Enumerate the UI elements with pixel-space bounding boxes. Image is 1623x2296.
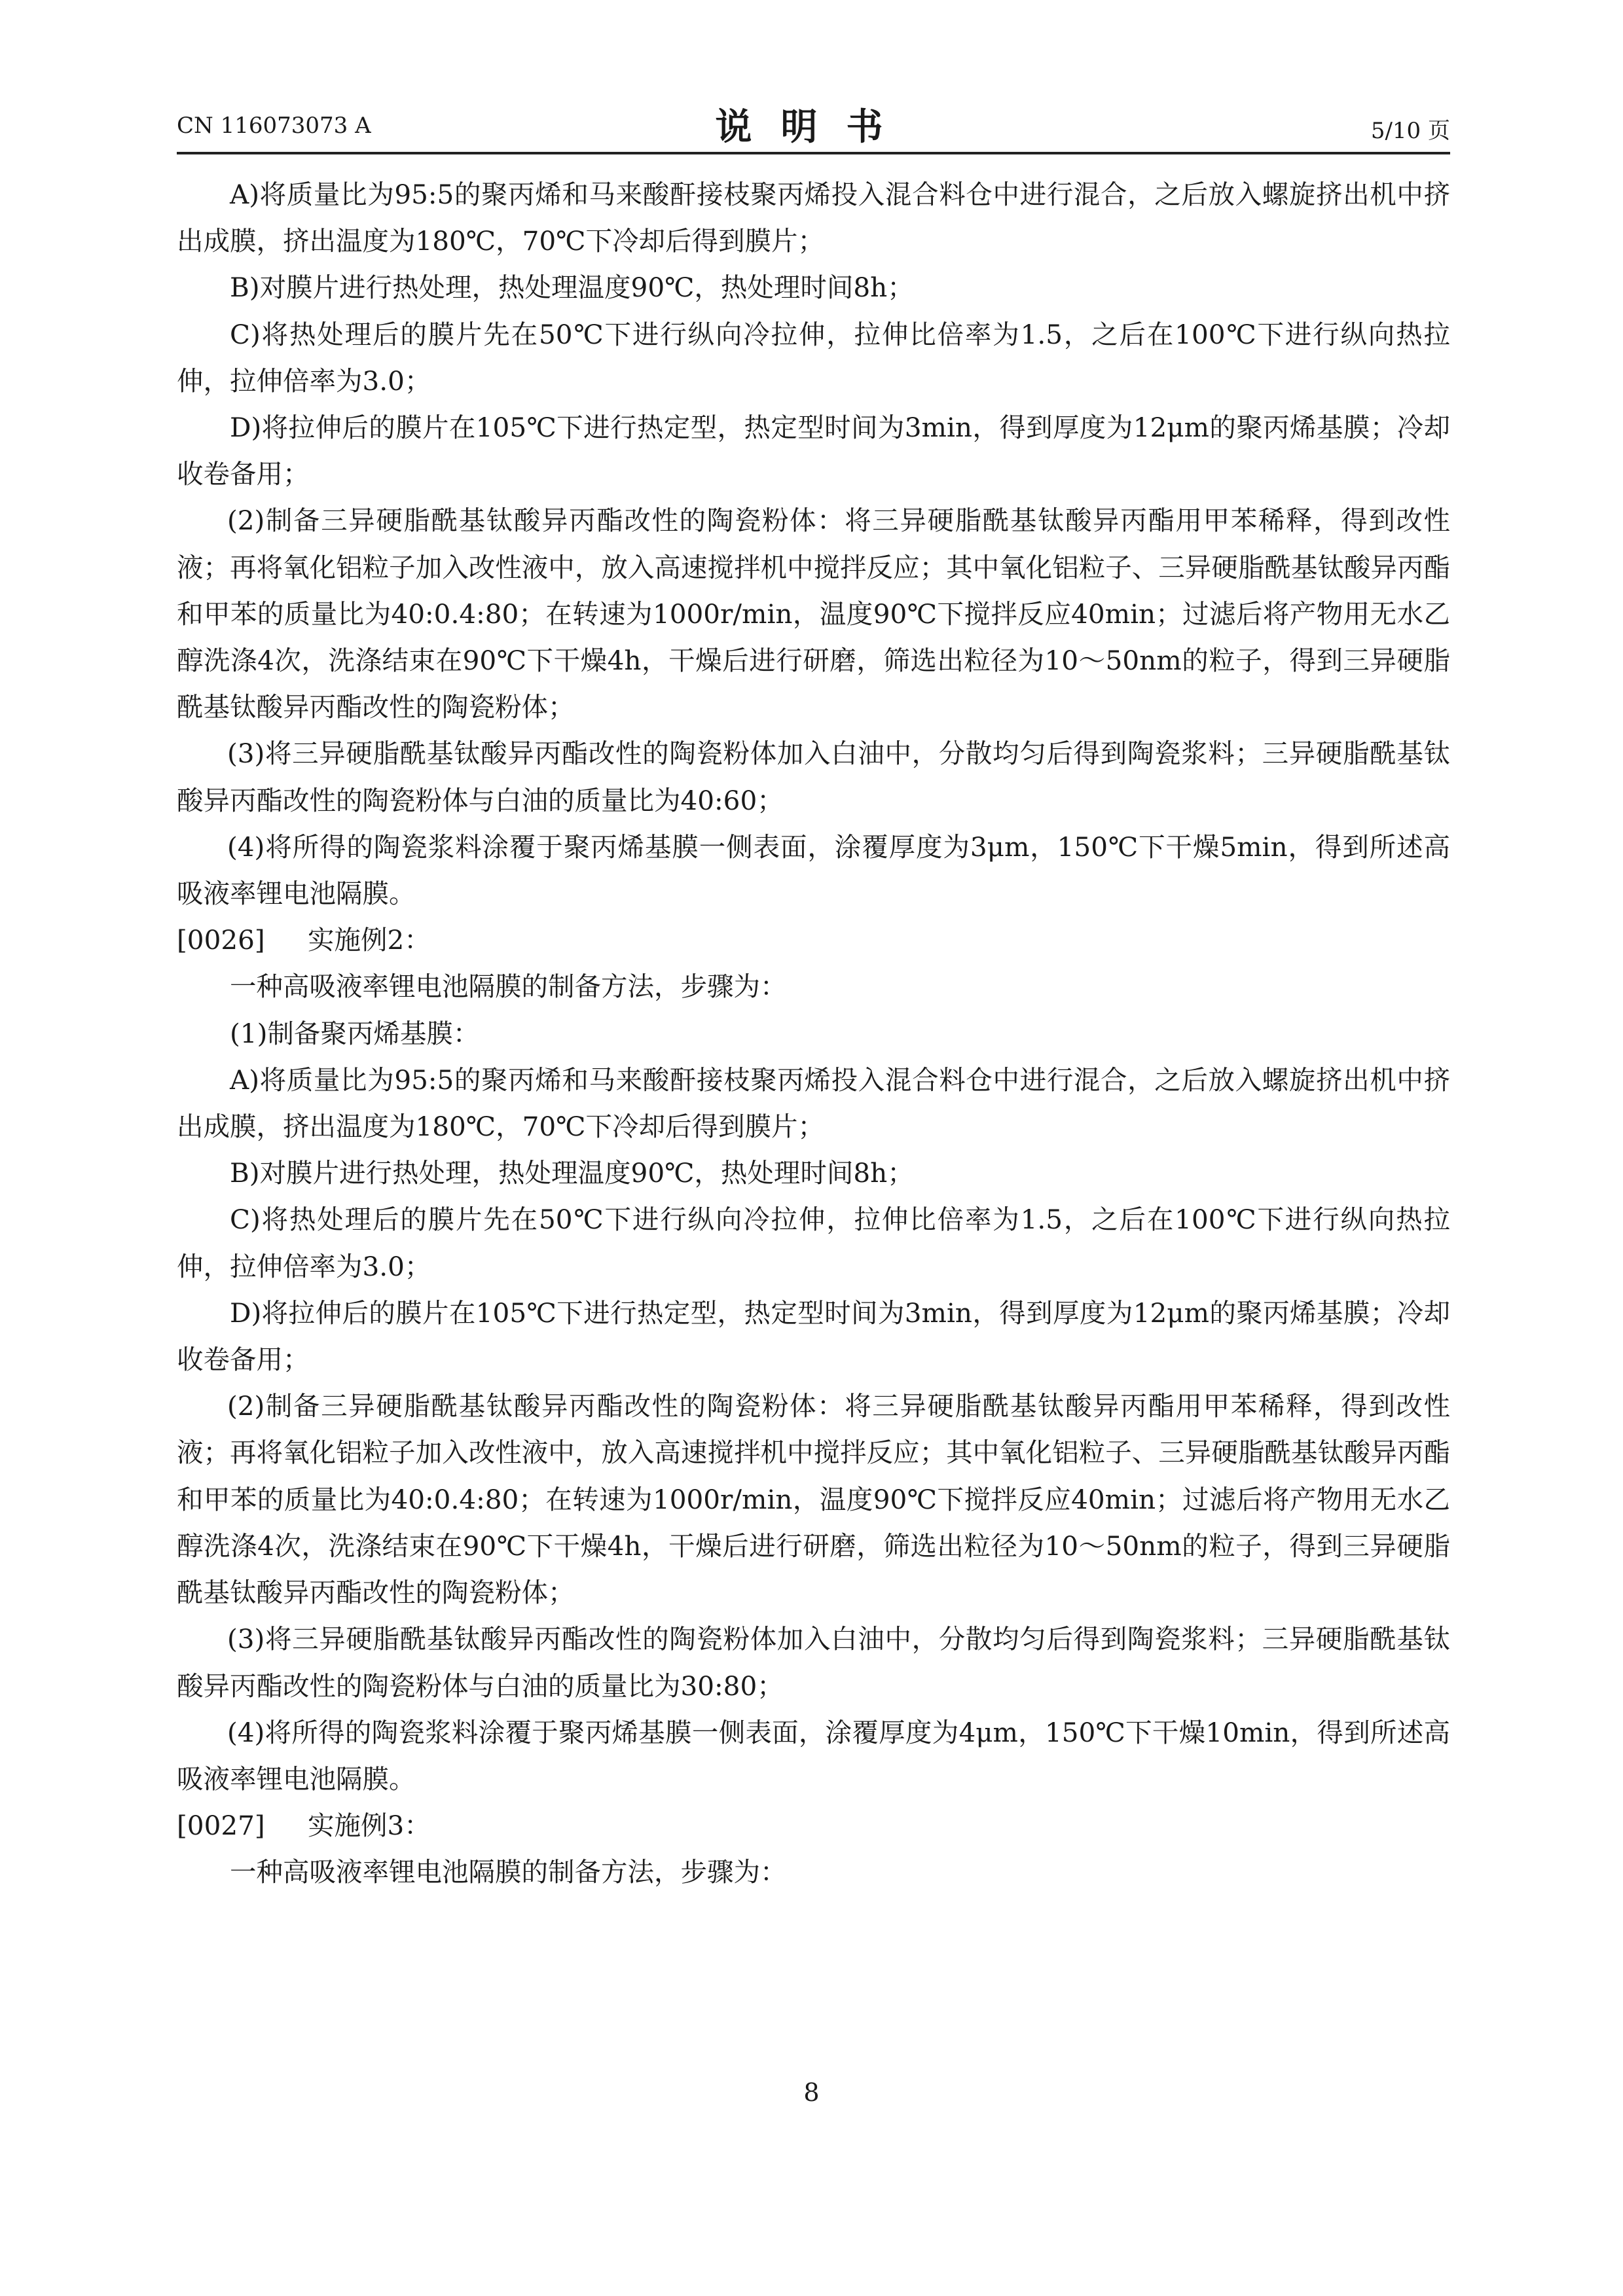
paragraph: (1)制备聚丙烯基膜： [230,1017,480,1049]
page-count: 5/10 页 [1370,118,1450,144]
paragraph: 一种高吸液率锂电池隔膜的制备方法，步骤为： [230,971,787,1003]
paragraph: B)对膜片进行热处理，热处理温度90℃，热处理时间8h； [230,1157,914,1189]
paragraph-text: 实施例2： [308,924,431,956]
paragraph: A)将质量比为95:5的聚丙烯和马来酸酐接枝聚丙烯投入混合料仓中进行混合，之后放入螺旋挤出机中挤出成膜，挤出温度为180℃，70℃下冷却后得到膜片； [177,1064,1450,1143]
paragraph: C)将热处理后的膜片先在50℃下进行纵向冷拉伸，拉伸比倍率为1.5，之后在100℃下进行纵向热拉伸，拉伸倍率为3.0； [177,1204,1450,1282]
paragraph: D)将拉伸后的膜片在105℃下进行热定型，热定型时间为3min，得到厚度为12μm的聚丙烯基膜；冷却收卷备用； [177,412,1450,490]
paragraph: (3)将三异硬脂酰基钛酸异丙酯改性的陶瓷粉体加入白油中，分散均匀后得到陶瓷浆料；三异硬脂酰基钛酸异丙酯改性的陶瓷粉体与白油的质量比为40:60； [177,738,1450,816]
paragraph: (2)制备三异硬脂酰基钛酸异丙酯改性的陶瓷粉体：将三异硬脂酰基钛酸异丙酯用甲苯稀释，得到改性液；再将氧化铝粒子加入改性液中，放入高速搅拌机中搅拌反应；其中氧化铝粒子、三异硬脂酰基钛酸异丙酯和甲苯的质量比为40:0.4:80；在转速为1000r/min，温度90℃下搅拌反应40min；过滤后将产物用无水乙醇洗涤4次，洗涤结束在90℃下干燥4h，干燥后进行研磨，筛选出粒径为10～50nm的粒子，得到三异硬脂酰基钛酸异丙酯改性的陶瓷粉体； [177,505,1450,723]
document-title: 说明书 [715,105,912,149]
document-body [177,171,1450,1896]
paragraph: A)将质量比为95:5的聚丙烯和马来酸酐接枝聚丙烯投入混合料仓中进行混合，之后放入螺旋挤出机中挤出成膜，挤出温度为180℃，70℃下冷却后得到膜片； [177,179,1450,257]
page-number: 8 [803,2078,820,2107]
paragraph: C)将热处理后的膜片先在50℃下进行纵向冷拉伸，拉伸比倍率为1.5，之后在100℃下进行纵向热拉伸，拉伸倍率为3.0； [177,318,1450,397]
paragraph: (3)将三异硬脂酰基钛酸异丙酯改性的陶瓷粉体加入白油中，分散均匀后得到陶瓷浆料；三异硬脂酰基钛酸异丙酯改性的陶瓷粉体与白油的质量比为30:80； [177,1623,1450,1702]
paragraph: D)将拉伸后的膜片在105℃下进行热定型，热定型时间为3min，得到厚度为12μm的聚丙烯基膜；冷却收卷备用； [177,1297,1450,1376]
page-header [177,98,1450,151]
paragraph: (4)将所得的陶瓷浆料涂覆于聚丙烯基膜一侧表面，涂覆厚度为3μm，150℃下干燥5min，得到所述高吸液率锂电池隔膜。 [177,831,1450,910]
paragraph: (2)制备三异硬脂酰基钛酸异丙酯改性的陶瓷粉体：将三异硬脂酰基钛酸异丙酯用甲苯稀释，得到改性液；再将氧化铝粒子加入改性液中，放入高速搅拌机中搅拌反应；其中氧化铝粒子、三异硬脂酰基钛酸异丙酯和甲苯的质量比为40:0.4:80；在转速为1000r/min，温度90℃下搅拌反应40min；过滤后将产物用无水乙醇洗涤4次，洗涤结束在90℃下干燥4h，干燥后进行研磨，筛选出粒径为10～50nm的粒子，得到三异硬脂酰基钛酸异丙酯改性的陶瓷粉体； [177,1390,1450,1609]
paragraph: B)对膜片进行热处理，热处理温度90℃，热处理时间8h； [230,272,914,304]
numbered-paragraph [177,917,1450,963]
paragraph-text: 实施例3： [308,1810,431,1842]
paragraph: (4)将所得的陶瓷浆料涂覆于聚丙烯基膜一侧表面，涂覆厚度为4μm，150℃下干燥10min，得到所述高吸液率锂电池隔膜。 [177,1716,1450,1795]
numbered-paragraph [177,1803,1450,1849]
publication-number: CN 116073073 A [177,113,371,139]
paragraph-number: [0026] [177,924,265,956]
paragraph-number: [0027] [177,1810,265,1842]
header-rule [177,152,1450,154]
paragraph: 一种高吸液率锂电池隔膜的制备方法，步骤为： [230,1856,787,1888]
